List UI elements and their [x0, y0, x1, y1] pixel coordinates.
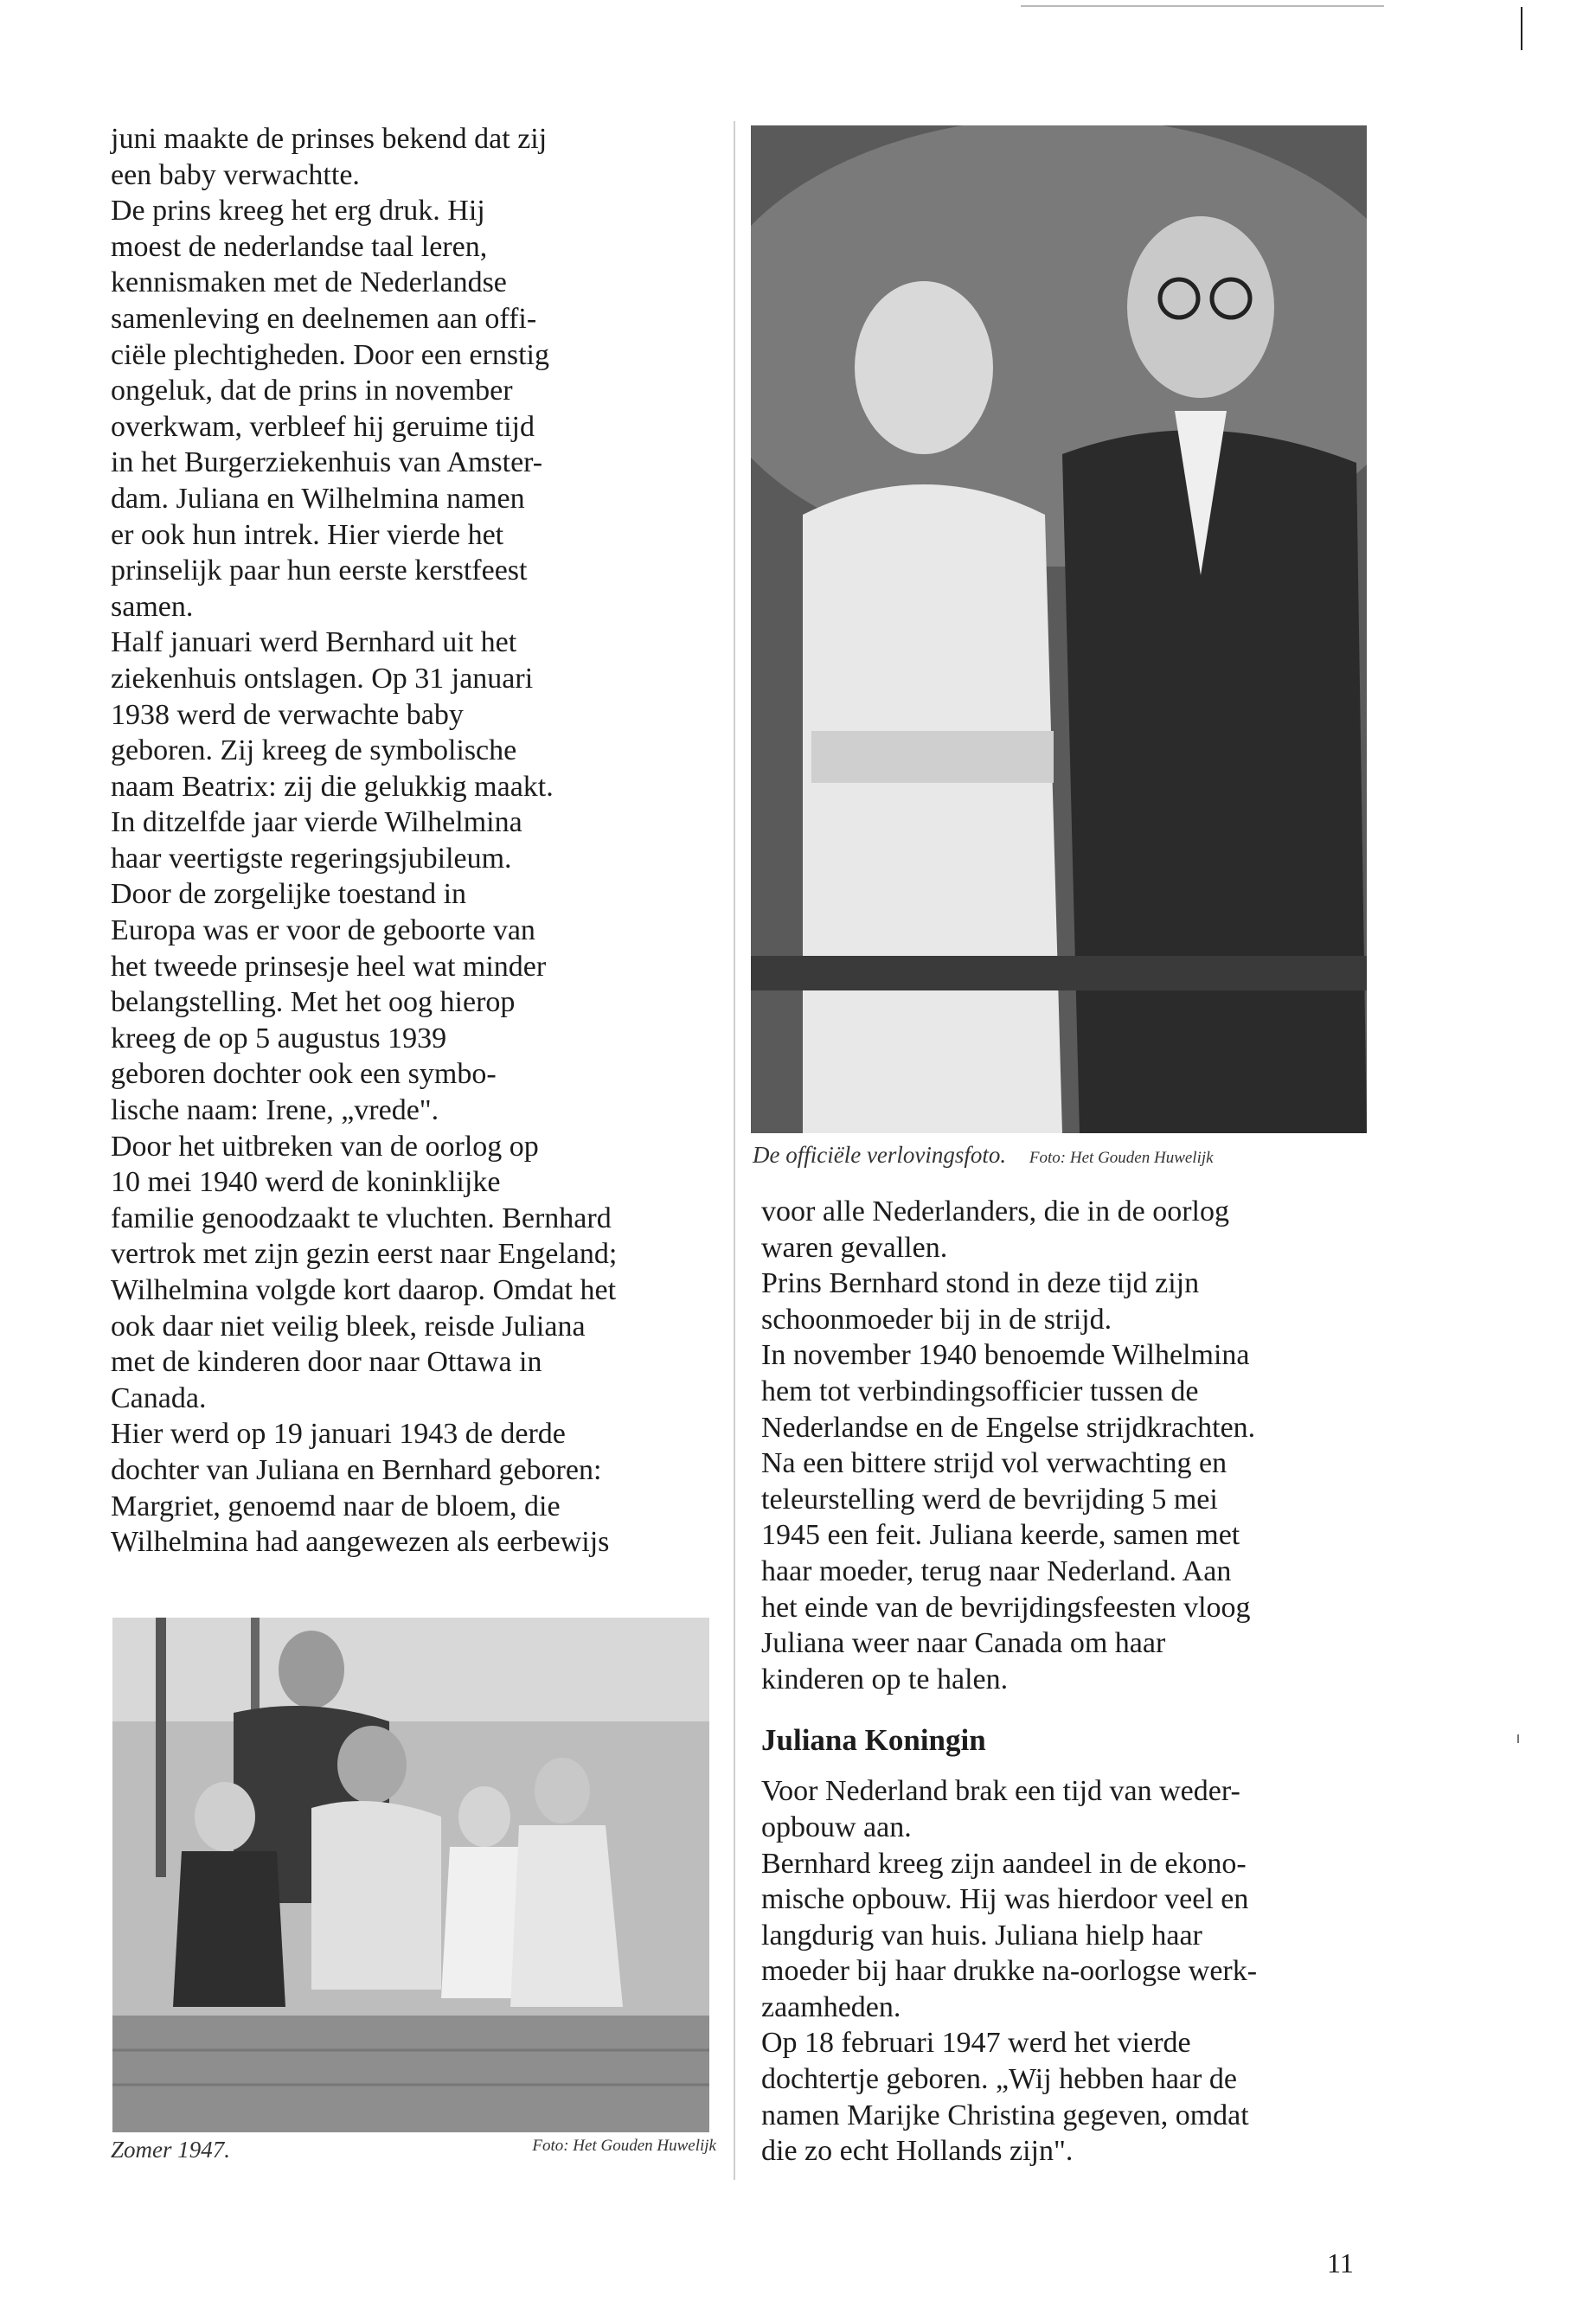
left-paragraph-1: juni maakte de prinses bekend dat zij een baby verwachtte. De prins kreeg het erg druk. Hij moest de nederlandse taal leren, kennismaken met de Nederlandse samenleving en deelnemen aan offi- ciële plechtigheden. Door een ernstig ongeluk, dat de prins in november overkwam, verbleef hij geruime tijd in het Burgerziekenhuis van Amster- dam. Juliana en Wilhelmina namen er ook hun intrek. Hier vierde het prinselijk paar hun eerste kerstfeest samen.: [111, 123, 549, 623]
page-number: 11: [1327, 2247, 1354, 2279]
family-photo-image: [112, 1618, 709, 2132]
engagement-photo-caption: [753, 1142, 1375, 1169]
section-heading: Juliana Koningin: [761, 1723, 986, 1758]
right-paragraph-1: voor alle Nederlanders, die in de oorlog waren gevallen.: [761, 1195, 1229, 1264]
family-caption-text: Zomer 1947.: [111, 2137, 231, 2163]
left-column: [111, 121, 708, 1561]
family-photo-credit: Foto: Het Gouden Huwelijk: [532, 2137, 716, 2155]
top-rule: [1021, 5, 1384, 7]
family-photo: [112, 1618, 709, 2132]
page-edge-line: [1521, 7, 1522, 50]
right-paragraph-3: In november 1940 benoemde Wilhelmina hem tot verbindingsofficier tussen de Nederlandse en de Engelse strijdkrachten. Na een bittere strijd vol verwachting en teleurstelling werd de bevrijding 5 mei 1945 een feit. Juliana keerde, samen met haar moeder, terug naar Nederland. Aan het einde van de bevrijdingsfeesten vloog Juliana weer naar Canada om haar kinderen op te halen.: [761, 1339, 1256, 1695]
right-paragraph-2: Prins Bernhard stond in deze tijd zijn schoonmoeder bij in de strijd.: [761, 1267, 1200, 1336]
engagement-caption-text: De officiële verlovingsfoto.: [753, 1142, 1007, 1168]
margin-mark: [1517, 1734, 1519, 1743]
left-paragraph-3: Door het uitbreken van de oorlog op 10 mei 1940 werd de koninklijke familie genoodzaakt te vluchten. Bernhard vertrok met zijn gezin eerst naar Engeland; Wilhelmina volgde kort daarop. Omdat het ook daar niet veilig bleek, reisde Juliana met de kinderen door naar Ottawa in Canada.: [111, 1130, 618, 1414]
right-paragraph-4: Voor Nederland brak een tijd van weder- opbouw aan.: [761, 1775, 1240, 1843]
column-divider: [734, 121, 735, 2180]
engagement-photo-image: [751, 125, 1367, 1133]
left-paragraph-2: Half januari werd Bernhard uit het ziekenhuis ontslagen. Op 31 januari 1938 werd de verwachte baby geboren. Zij kreeg de symbolische naam Beatrix: zij die gelukkig maakt. In ditzelfde jaar vierde Wilhelmina haar veertigste regeringsjubileum. Door de zorgelijke toestand in Europa was er voor de geboorte van het tweede prinsesje heel wat minder belangstelling. Met het oog hierop kreeg de op 5 augustus 1939 geboren dochter ook een symbo- lische naam: Irene, „vrede".: [111, 626, 554, 1127]
left-paragraph-4: Hier werd op 19 januari 1943 de derde dochter van Juliana en Bernhard geboren: Margriet, genoemd naar de bloem, die Wilhelmina had aangewezen als eerbewijs: [111, 1418, 610, 1559]
engagement-photo-credit: Foto: Het Gouden Huwelijk: [1029, 1149, 1214, 1167]
engagement-photo: [751, 125, 1367, 1133]
family-photo-caption: [111, 2137, 716, 2163]
right-paragraph-6: Op 18 februari 1947 werd het vierde dochtertje geboren. „Wij hebben haar de namen Marijke Christina gegeven, omdat die zo echt Hollands zijn".: [761, 2027, 1249, 2168]
right-paragraph-5: Bernhard kreeg zijn aandeel in de ekono- mische opbouw. Hij was hierdoor veel en langdurig van huis. Juliana hielp haar moeder bij haar drukke na-oorlogse werk- zaamheden.: [761, 1847, 1258, 2023]
right-column: [761, 1194, 1384, 2170]
